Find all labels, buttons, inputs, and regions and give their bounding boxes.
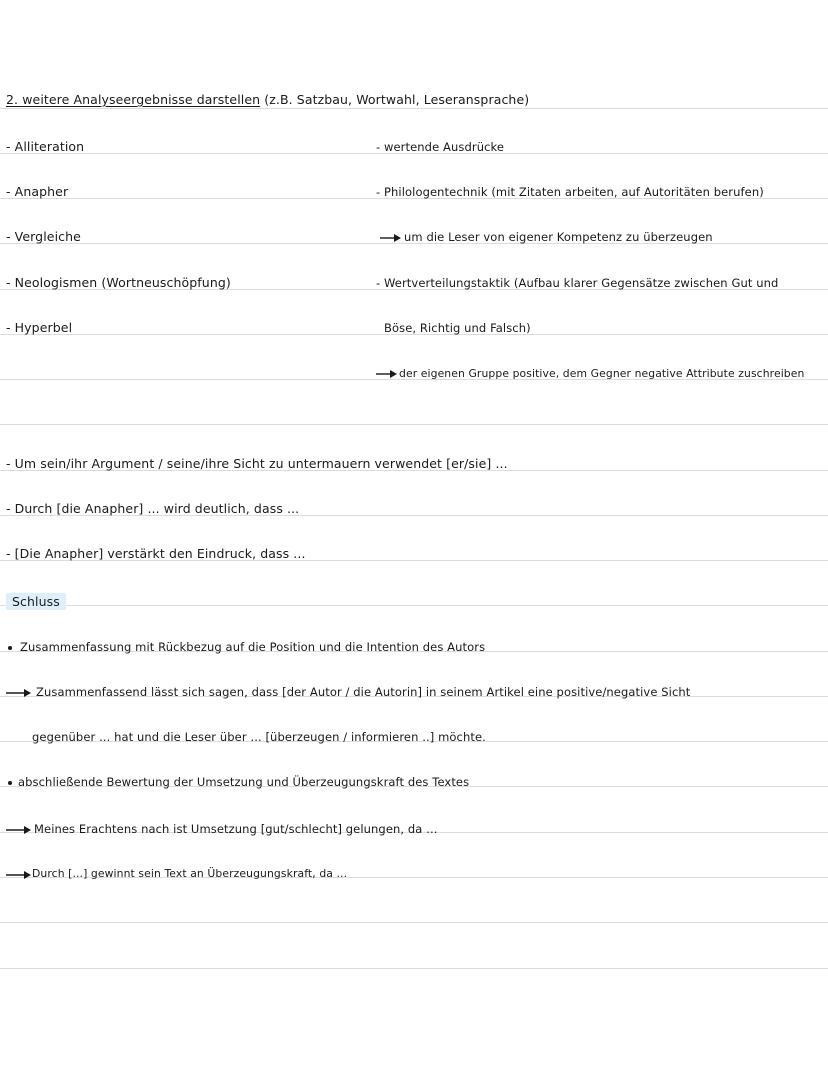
schluss-label [6,594,66,610]
ruled-line [0,968,828,969]
arrow-icon [380,233,402,243]
philologen-arrow-text: um die Leser von eigener Kompetenz zu überzeugen [404,230,713,244]
heading-title: 2. weitere Analyseergebnisse darstellen [6,92,261,107]
schluss-arrow-zusammenfassend: Zusammenfassend lässt sich sagen, dass [der Autor / die Autorin] in seinem Artikel eine positive/negative Sicht [36,685,691,699]
ruled-line [0,424,828,425]
bullet-icon [8,781,12,785]
arrow-icon [6,688,32,698]
ruled-line [0,922,828,923]
schluss-arrow-continuation: gegenüber ... hat und die Leser über ... [überzeugen / informieren ..] möchte. [32,730,486,744]
schluss-arrow-erachtens: Meines Erachtens nach ist Umsetzung [gut/schlecht] gelungen, da ... [34,822,438,836]
section-heading [6,92,529,108]
ruled-line [0,108,828,109]
wertverteilung-arrow-text: der eigenen Gruppe positive, dem Gegner negative Attribute zuschreiben [399,367,805,380]
ruled-line [0,605,828,606]
list-item-vergleiche: - Vergleiche [6,229,81,244]
list-item-philologentechnik: - Philologentechnik (mit Zitaten arbeiten, auf Autoritäten berufen) [376,185,764,199]
list-item-wertverteilungstaktik: - Wertverteilungstaktik (Aufbau klarer Gegensätze zwischen Gut und [376,276,779,290]
wertverteilung-continuation: Böse, Richtig und Falsch) [384,321,531,335]
schluss-arrow-ueberzeugungskraft: Durch [...] gewinnt sein Text an Überzeugungskraft, da ... [32,867,348,880]
list-item-hyperbel: - Hyperbel [6,320,73,335]
list-item-neologismen: - Neologismen (Wortneuschöpfung) [6,275,231,290]
list-item-anapher: - Anapher [6,184,69,199]
list-item-alliteration: - Alliteration [6,139,85,154]
phrase-verstaerkt: - [Die Anapher] verstärkt den Eindruck, dass ... [6,546,306,561]
arrow-icon [6,870,32,880]
schluss-bullet-bewertung: abschließende Bewertung der Umsetzung und Überzeugungskraft des Textes [18,775,470,789]
phrase-durch-anapher: - Durch [die Anapher] ... wird deutlich, dass ... [6,501,300,516]
schluss-highlight: Schluss [6,593,66,610]
phrase-untermauern: - Um sein/ihr Argument / seine/ihre Sicht zu untermauern verwendet [er/sie] ... [6,456,508,471]
heading-subtitle: (z.B. Satzbau, Wortwahl, Leseransprache) [264,92,530,107]
arrow-icon [376,369,398,379]
arrow-icon [6,825,32,835]
list-item-wertende-ausdruecke: - wertende Ausdrücke [376,140,505,154]
schluss-bullet-zusammenfassung: Zusammenfassung mit Rückbezug auf die Position und die Intention des Autors [20,640,486,654]
bullet-icon [8,646,12,650]
